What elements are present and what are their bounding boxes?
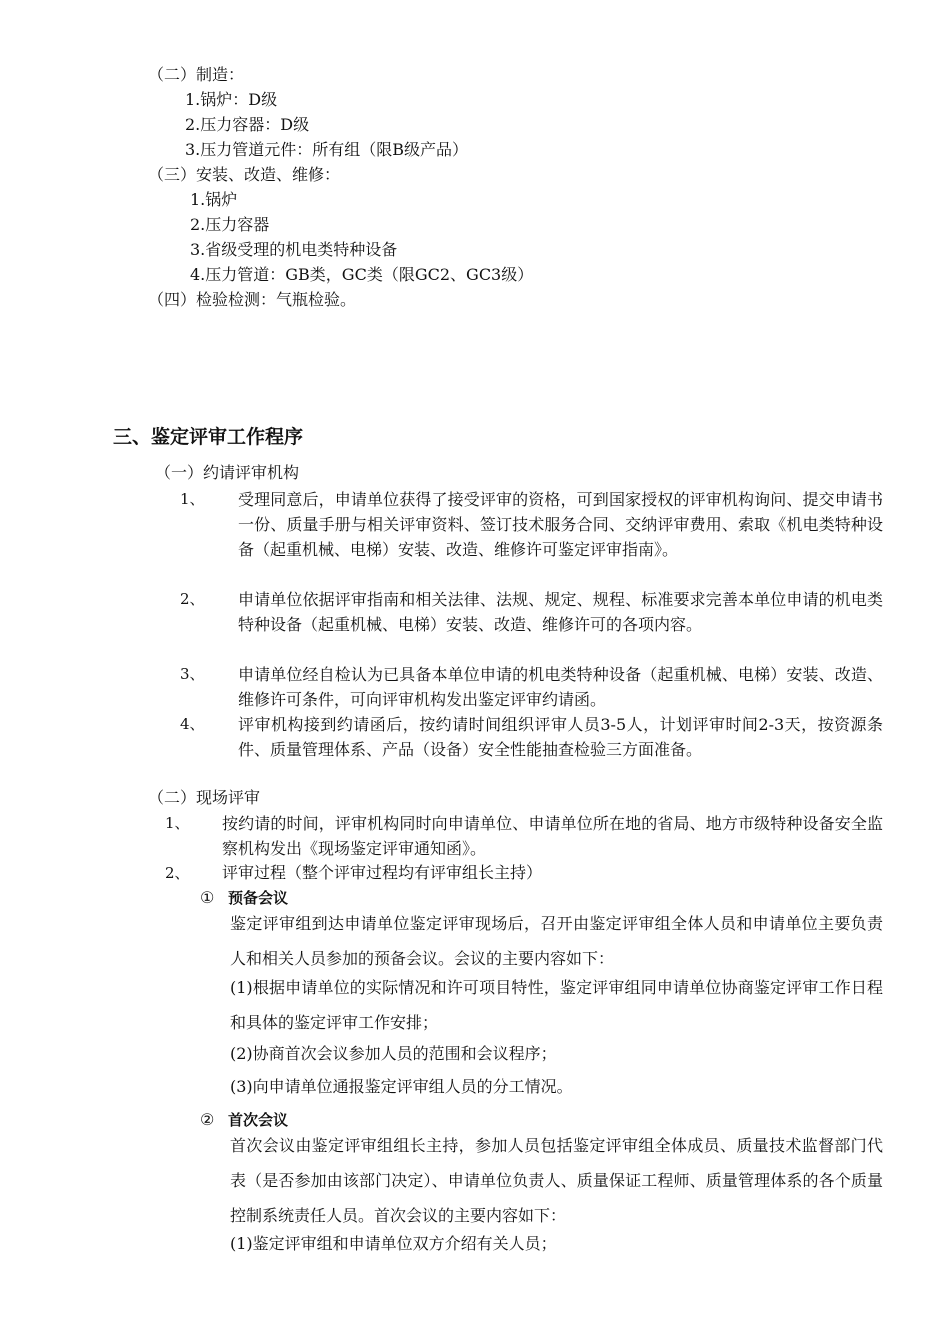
- item-text: 按约请的时间，评审机构同时向申请单位、申请单位所在地的省局、地方市级特种设备安全监察机构发出《现场鉴定评审通知函》。: [222, 814, 883, 858]
- meeting-point: (1)根据申请单位的实际情况和许可项目特性，鉴定评审组同申请单位协商鉴定评审工作日程和具体的鉴定评审工作安排；: [230, 978, 883, 1032]
- item-text: 评审机构接到约请函后，按约请时间组织评审人员3-5人，计划评审时间2-3天，按资源条件、质量管理体系、产品（设备）安全性能抽查检验三方面准备。: [238, 715, 883, 759]
- item-number: 2、: [180, 590, 205, 608]
- install-item: 1.锅炉: [190, 190, 238, 209]
- item-number: 2、: [165, 864, 190, 882]
- install-item: 3.省级受理的机电类特种设备: [190, 240, 398, 259]
- manufacture-heading: （二）制造：: [148, 65, 245, 84]
- install-item: 4.压力管道：GB类，GC类（限GC2、GC3级）: [190, 265, 534, 284]
- meeting-intro: 首次会议由鉴定评审组组长主持，参加人员包括鉴定评审组全体成员、质量技术监督部门代表（是否参加由该部门决定）、申请单位负责人、质量保证工程师、质量管理体系的各个质量控制系统责任人员。首次会议的主要内容如下：: [230, 1136, 883, 1225]
- part2-title: （二）现场评审: [148, 788, 261, 807]
- item-text: 申请单位经自检认为已具备本单位申请的机电类特种设备（起重机械、电梯）安装、改造、维修许可条件，可向评审机构发出鉴定评审约请函。: [238, 665, 883, 709]
- install-item: 2.压力容器: [190, 215, 270, 234]
- meeting-intro: 鉴定评审组到达申请单位鉴定评审现场后，召开由鉴定评审组全体人员和申请单位主要负责人和相关人员参加的预备会议。会议的主要内容如下：: [230, 914, 883, 968]
- meeting-point: (2)协商首次会议参加人员的范围和会议程序；: [230, 1044, 557, 1063]
- item-text: 评审过程（整个评审过程均有评审组长主持）: [222, 863, 543, 882]
- item-number: 3、: [180, 665, 205, 683]
- install-heading: （三）安装、改造、维修：: [148, 165, 341, 184]
- meeting-point: (1)鉴定评审组和申请单位双方介绍有关人员；: [230, 1234, 557, 1253]
- part1-title: （一）约请评审机构: [155, 463, 300, 482]
- meeting-point: (3)向申请单位通报鉴定评审组人员的分工情况。: [230, 1077, 573, 1096]
- item-number: 1、: [165, 814, 190, 832]
- item-text: 申请单位依据评审指南和相关法律、法规、规定、规程、标准要求完善本单位申请的机电类特种设备（起重机械、电梯）安装、改造、维修许可的各项内容。: [238, 590, 883, 634]
- meeting-title: 首次会议: [228, 1111, 289, 1129]
- circled-marker: ①: [200, 888, 215, 907]
- manufacture-item: 1.锅炉：D级: [185, 90, 278, 109]
- inspection-heading: （四）检验检测：气瓶检验。: [148, 290, 357, 309]
- item-number: 1、: [180, 490, 205, 508]
- manufacture-item: 3.压力管道元件：所有组（限B级产品）: [185, 140, 469, 159]
- item-number: 4、: [180, 715, 205, 733]
- item-text: 受理同意后，申请单位获得了接受评审的资格，可到国家授权的评审机构询问、提交申请书一份、质量手册与相关评审资料、签订技术服务合同、交纳评审费用、索取《机电类特种设备（起重机械、电梯）安装、改造、维修许可鉴定评审指南》。: [238, 490, 883, 559]
- manufacture-item: 2.压力容器：D级: [185, 115, 310, 134]
- circled-marker: ②: [200, 1110, 215, 1129]
- section-title: 三、鉴定评审工作程序: [113, 426, 304, 448]
- meeting-title: 预备会议: [228, 889, 289, 907]
